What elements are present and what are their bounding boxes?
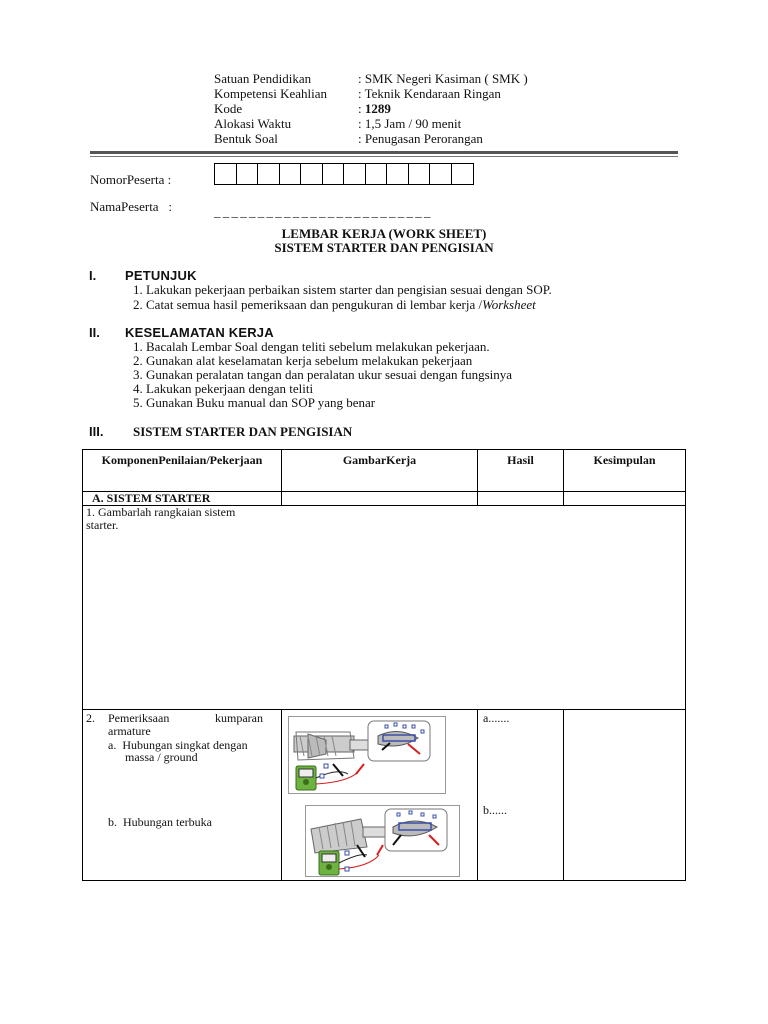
keselamatan-item: 2. Gunakan alat keselamatan kerja sebelum melakukan pekerjaan [133, 353, 473, 368]
row2-item-a-cont: massa / ground [125, 750, 198, 764]
section-title-keselamatan: KESELAMATAN KERJA [125, 325, 274, 340]
worksheet-subtitle: SISTEM STARTER DAN PENGISIAN [274, 240, 494, 255]
nomor-peserta-digit-box[interactable] [323, 164, 345, 184]
section-number: II. [89, 325, 100, 340]
nomor-peserta-digit-box[interactable] [237, 164, 259, 184]
nomor-peserta-digit-box[interactable] [301, 164, 323, 184]
row2-word: kumparan [215, 711, 263, 725]
hasil-a[interactable]: a....... [483, 711, 510, 725]
nama-peserta-field[interactable]: _ _ _ _ _ _ _ _ _ _ _ _ _ _ _ _ _ _ _ _ _ _ _ _ _ [214, 204, 430, 219]
info-label: Alokasi Waktu [214, 116, 292, 131]
info-value: : 1,5 Jam / 90 menit [358, 116, 462, 131]
hasil-b[interactable]: b...... [483, 803, 507, 817]
worksheet-title: LEMBAR KERJA (WORK SHEET) [281, 226, 487, 241]
nomor-peserta-digit-box[interactable] [344, 164, 366, 184]
armature-short-test-illustration [288, 716, 446, 794]
section-title-sistem: SISTEM STARTER DAN PENGISIAN [133, 424, 353, 439]
keselamatan-item: 5. Gunakan Buku manual dan SOP yang benar [133, 395, 376, 410]
info-value: : 1289 [358, 101, 391, 116]
header-divider [90, 151, 678, 154]
nama-peserta-label: NamaPeserta : [90, 199, 172, 214]
keselamatan-item: 1. Bacalah Lembar Soal dengan teliti sebelum melakukan pekerjaan. [133, 339, 490, 354]
armature-open-test-illustration [305, 805, 460, 877]
keselamatan-item: 3. Gunakan peralatan tangan dan peralatan ukur sesuai dengan fungsinya [133, 367, 513, 382]
nomor-peserta-digit-box[interactable] [258, 164, 280, 184]
info-label: Kompetensi Keahlian [214, 86, 327, 101]
col-header-komponen: KomponenPenilaian/Pekerjaan [101, 453, 263, 467]
nomor-peserta-boxes[interactable] [214, 163, 474, 185]
row1-instruction: 1. Gambarlah rangkaian sistem starter. [86, 505, 236, 532]
info-value: : Penugasan Perorangan [358, 131, 483, 146]
section-number: III. [89, 424, 104, 439]
nomor-peserta-digit-box[interactable] [387, 164, 409, 184]
row2-item-b: b. Hubungan terbuka [108, 815, 212, 829]
petunjuk-item: 1. Lakukan pekerjaan perbaikan sistem starter dan pengisian sesuai dengan SOP. [133, 282, 552, 297]
nomor-peserta-digit-box[interactable] [366, 164, 388, 184]
col-header-gambar: GambarKerja [342, 453, 417, 467]
info-label: Kode [214, 101, 243, 116]
row2-item-a: a. Hubungan singkat dengan [108, 738, 248, 752]
section-number: I. [89, 268, 97, 283]
info-value: : Teknik Kendaraan Ringan [358, 86, 501, 101]
info-label: Satuan Pendidikan [214, 71, 312, 86]
drawing-area[interactable] [283, 507, 683, 707]
row2-word: Pemeriksaan [108, 711, 170, 725]
nomor-peserta-digit-box[interactable] [280, 164, 302, 184]
info-value: : SMK Negeri Kasiman ( SMK ) [358, 71, 528, 86]
col-header-kesimpulan: Kesimpulan [593, 453, 656, 467]
row2-subtitle: armature [108, 724, 151, 738]
section-title-petunjuk: PETUNJUK [125, 268, 197, 283]
kode-number: 1289 [364, 101, 391, 116]
nomor-peserta-label: NomorPeserta : [90, 172, 172, 187]
section-a-label: A. SISTEM STARTER [92, 491, 211, 505]
petunjuk-item: 2. Catat semua hasil pemeriksaan dan pengukuran di lembar kerja /Worksheet [133, 297, 536, 312]
nomor-peserta-digit-box[interactable] [452, 164, 474, 184]
nomor-peserta-digit-box[interactable] [215, 164, 237, 184]
row2-number: 2. [86, 711, 95, 725]
nomor-peserta-digit-box[interactable] [409, 164, 431, 184]
keselamatan-item: 4. Lakukan pekerjaan dengan teliti [133, 381, 314, 396]
info-label: Bentuk Soal [214, 131, 278, 146]
col-header-hasil: Hasil [507, 453, 534, 467]
nomor-peserta-digit-box[interactable] [430, 164, 452, 184]
header-divider-thin [90, 156, 678, 157]
